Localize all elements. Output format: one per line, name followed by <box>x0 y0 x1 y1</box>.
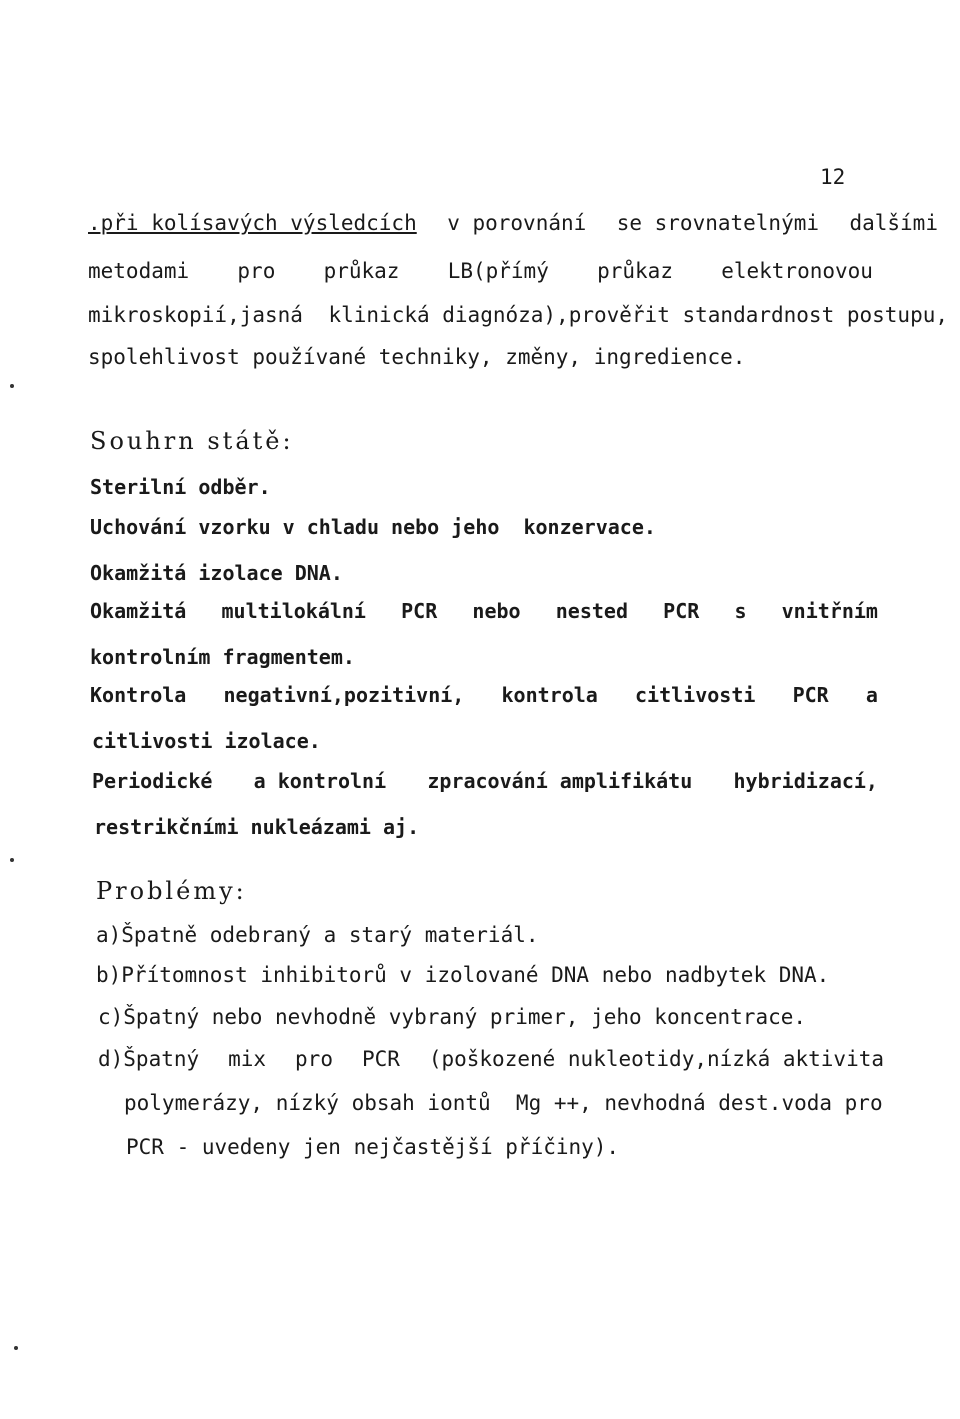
problem-word: (poškozené nukleotidy,nízká aktivita <box>428 1047 884 1071</box>
summary-item-control-line-1 <box>90 682 878 708</box>
summary-word: Periodické <box>92 769 213 793</box>
page-number: 12 <box>820 165 846 189</box>
summary-word: PCR <box>401 599 438 623</box>
problem-item-d-line-2: polymerázy, nízký obsah iontů Mg ++, nevhodná dest.voda pro <box>124 1091 883 1115</box>
summary-word: Okamžitá <box>90 599 187 623</box>
intro-line-4: spolehlivost používané techniky, změny, ingredience. <box>88 345 746 369</box>
summary-word: s <box>734 599 747 623</box>
problem-item-d-line-3: PCR - uvedeny jen nejčastější příčiny). <box>126 1135 620 1159</box>
intro-line-2 <box>88 258 873 284</box>
scan-speck <box>10 384 14 388</box>
intro-word: pro <box>237 259 276 283</box>
intro-line-1 <box>88 210 938 236</box>
problem-item-a: a)Špatně odebraný a starý materiál. <box>96 923 539 947</box>
intro-word: metodami <box>88 259 190 283</box>
problem-word: pro <box>295 1047 333 1071</box>
intro-word: klinická diagnóza),prověřit standardnost postupu, <box>328 303 948 327</box>
intro-line-3 <box>88 302 948 328</box>
summary-word: kontrola <box>501 683 598 707</box>
intro-word: v porovnání <box>447 211 587 235</box>
intro-word: dalšími <box>849 211 938 235</box>
summary-item-periodic-line-2: restrikčními nukleázami aj. <box>94 815 420 839</box>
summary-word: vnitřním <box>781 599 878 623</box>
problem-word: PCR <box>361 1047 400 1071</box>
problem-item-d-line-1 <box>98 1046 884 1072</box>
summary-word: PCR <box>792 683 829 707</box>
summary-item-sterile: Sterilní odběr. <box>90 475 271 499</box>
intro-underlined-phrase: .při kolísavých výsledcích <box>88 211 417 235</box>
summary-item-pcr-line-1 <box>90 598 878 624</box>
summary-word: citlivosti <box>635 683 756 707</box>
summary-item-control-line-2: citlivosti izolace. <box>92 729 321 753</box>
scan-speck <box>14 1346 18 1350</box>
summary-item-storage: Uchování vzorku v chladu nebo jeho konzervace. <box>90 515 656 539</box>
summary-item-periodic-line-1 <box>92 768 878 794</box>
intro-word: průkaz <box>323 259 400 283</box>
summary-word: hybridizací, <box>733 769 878 793</box>
summary-word: a <box>865 683 878 707</box>
summary-word: nebo <box>472 599 521 623</box>
problem-word: d)Špatný <box>98 1047 200 1071</box>
problem-item-c: c)Špatný nebo nevhodně vybraný primer, jeho koncentrace. <box>98 1005 807 1029</box>
intro-word: průkaz <box>597 259 673 283</box>
intro-word: elektronovou <box>721 259 873 283</box>
problems-heading: Problémy: <box>96 877 247 905</box>
summary-word: PCR <box>663 599 700 623</box>
summary-item-pcr-line-2: kontrolním fragmentem. <box>90 645 355 669</box>
intro-word: mikroskopií,jasná <box>88 303 303 327</box>
problem-item-b: b)Přítomnost inhibitorů v izolované DNA nebo nadbytek DNA. <box>96 963 830 987</box>
summary-item-isolation: Okamžitá izolace DNA. <box>90 561 343 585</box>
summary-word: zpracování amplifikátu <box>427 769 693 793</box>
summary-word: nested <box>555 599 628 623</box>
summary-word: a kontrolní <box>253 769 387 793</box>
problem-word: mix <box>228 1047 267 1071</box>
intro-word: se srovnatelnými <box>616 211 820 235</box>
summary-word: negativní,pozitivní, <box>223 683 465 707</box>
summary-word: Kontrola <box>90 683 187 707</box>
intro-word: LB(přímý <box>447 259 549 283</box>
summary-word: multilokální <box>221 599 366 623</box>
scan-speck <box>10 858 14 862</box>
summary-heading: Souhrn státě: <box>90 427 294 455</box>
